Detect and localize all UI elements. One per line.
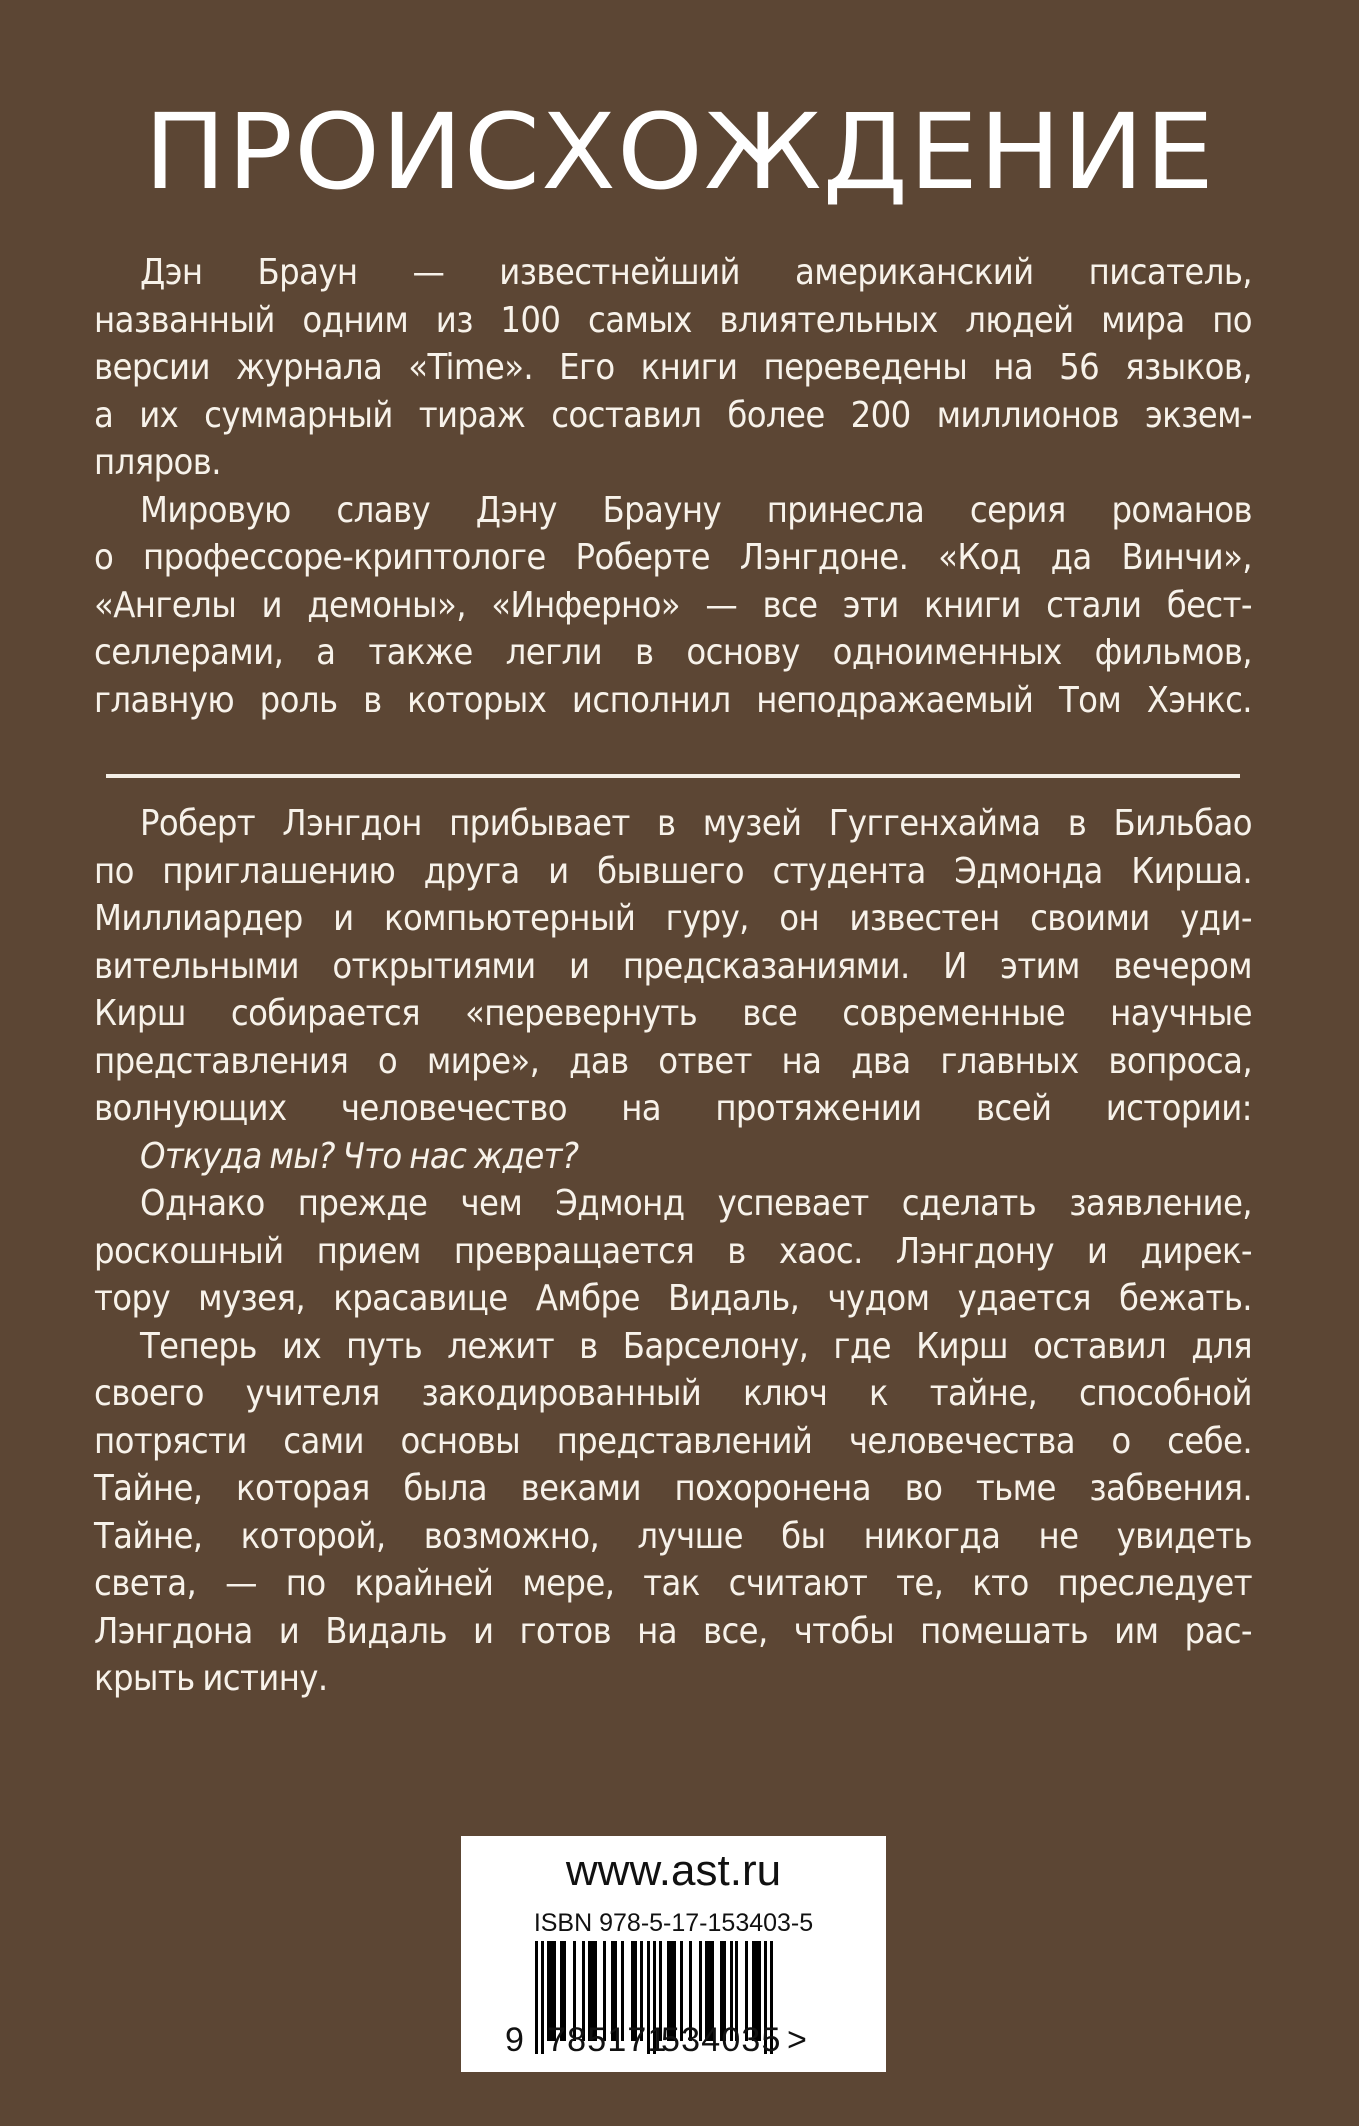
section-divider [106, 774, 1240, 778]
text-line: главную роль в которых исполнил неподражаемый Том Хэнкс. [94, 679, 1252, 721]
synopsis-section [94, 800, 1252, 1703]
publisher-url: www.ast.ru [565, 1846, 782, 1895]
barcode-digits-left: 785171 [547, 2021, 668, 2059]
isbn-barcode-box [461, 1836, 886, 2072]
text-line: Роберт Лэнгдон прибывает в музей Гуггенхайма в Бильбао [140, 803, 1252, 844]
text-line: роскошный прием превращается в хаос. Лэнгдону и дирек- [94, 1230, 1252, 1272]
text-line: по приглашению друга и бывшего студента Эдмонда Кирша. [94, 850, 1252, 892]
text-line: названный одним из 100 самых влиятельных людей мира по [94, 299, 1252, 341]
barcode-quiet-zone-marker: > [787, 2021, 809, 2059]
text-line: потрясти сами основы представлений человечества о себе. [94, 1420, 1252, 1462]
text-line: Мировую славу Дэну Брауну принесла серия романов [140, 489, 1252, 531]
barcode-digits-right: 534035 [661, 2021, 782, 2059]
about-author-section [94, 249, 1252, 724]
text-line: Однако прежде чем Эдмонд успевает сделать заявление, [140, 1183, 1252, 1224]
text-line: света, — по крайней мере, так считают те, кто преследует [94, 1563, 1252, 1604]
text-line: Кирш собирается «перевернуть все современные научные [94, 993, 1252, 1034]
text-line: Лэнгдона и Видаль и готов на все, чтобы помешать им рас- [94, 1610, 1252, 1652]
text-line: Тайне, которая была веками похоронена во тьме забвения. [94, 1468, 1252, 1509]
book-title: ПРОИСХОЖДЕНИЕ [144, 91, 1216, 213]
text-line: а их суммарный тираж составил более 200 миллионов экзем- [94, 394, 1252, 436]
text-line: представления о мире», дав ответ на два главных вопроса, [94, 1040, 1252, 1082]
text-line: пляров. [94, 442, 221, 483]
text-line: версии журнала «Time». Его книги переведены на 56 языков, [94, 347, 1252, 388]
text-line: «Ангелы и демоны», «Инферно» — все эти книги стали бест- [94, 584, 1252, 626]
text-line: Теперь их путь лежит в Барселону, где Кирш оставил для [140, 1325, 1252, 1367]
text-line: Миллиардер и компьютерный гуру, он известен своими уди- [94, 898, 1252, 939]
text-line: своего учителя закодированный ключ к тайне, способной [94, 1373, 1252, 1414]
barcode-lead-digit: 9 [505, 2021, 526, 2059]
italic-question-line: Откуда мы? Что нас ждет? [140, 1135, 579, 1177]
text-line: Дэн Браун — известнейший американский писатель, [140, 252, 1252, 293]
isbn-number: ISBN 978-5-17-153403-5 [533, 1909, 814, 1937]
text-line: Тайне, которой, возможно, лучше бы никогда не увидеть [94, 1515, 1252, 1557]
text-line: тору музея, красавице Амбре Видаль, чудом удается бежать. [94, 1278, 1252, 1319]
text-line: о профессоре-криптологе Роберте Лэнгдоне. «Код да Винчи», [94, 537, 1252, 578]
text-line: селлерами, а также легли в основу одноименных фильмов, [94, 632, 1252, 673]
text-line: крыть истину. [94, 1658, 328, 1699]
text-line: вительными открытиями и предсказаниями. И этим вечером [94, 945, 1252, 987]
text-line: волнующих человечество на протяжении всей истории: [94, 1088, 1252, 1129]
